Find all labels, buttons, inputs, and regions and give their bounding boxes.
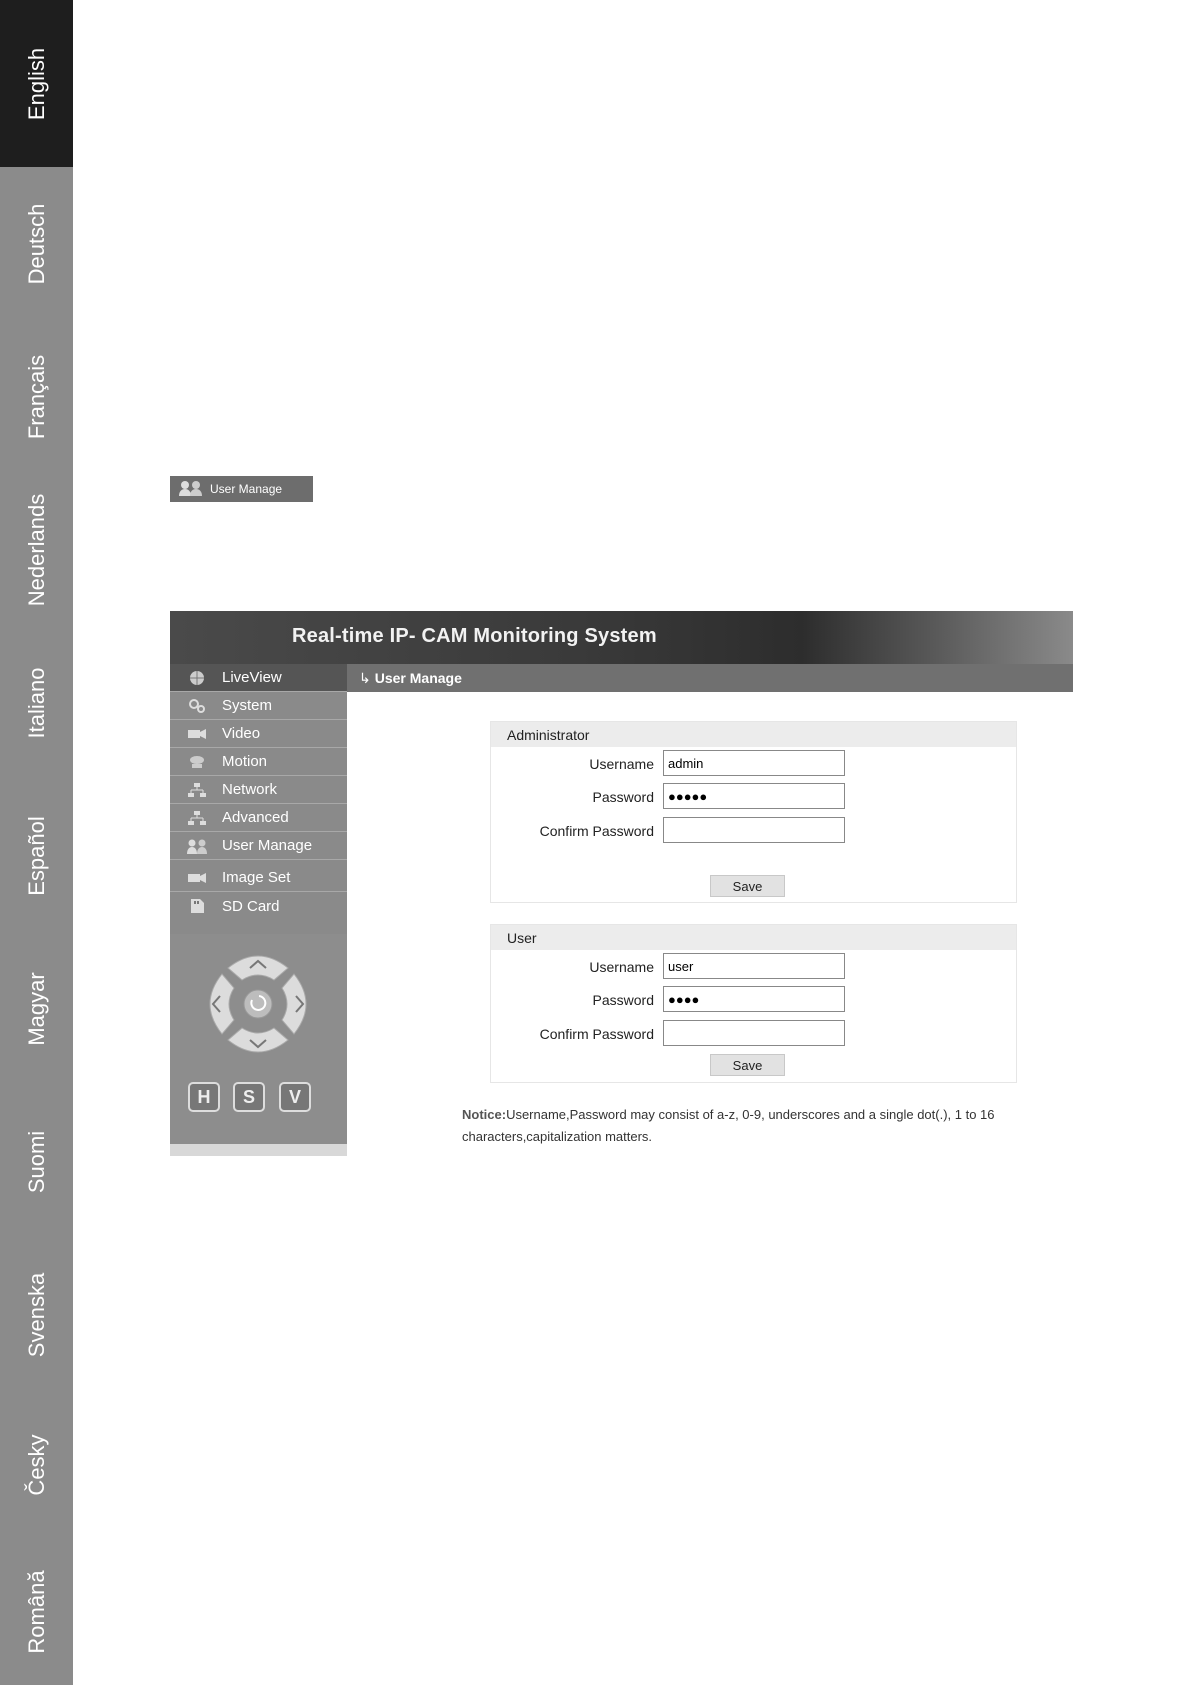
lang-label: Suomi <box>23 1130 49 1193</box>
admin-username-input[interactable] <box>663 750 845 776</box>
globe-icon <box>186 670 208 686</box>
nav-label: Network <box>222 781 278 798</box>
ptz-up-button[interactable] <box>228 956 288 980</box>
nav-item-video[interactable] <box>170 720 347 748</box>
user-confirm-password-input[interactable] <box>663 1020 845 1046</box>
lang-tab-francais[interactable] <box>0 320 73 473</box>
nav-label: SD Card <box>222 897 280 915</box>
lang-tab-nederlands[interactable] <box>0 473 73 626</box>
sdcard-icon <box>186 898 208 914</box>
nav-item-liveview[interactable] <box>170 664 347 692</box>
nav-item-network[interactable] <box>170 776 347 804</box>
nav-label: User Manage <box>222 837 313 854</box>
admin-password-row <box>491 783 1016 811</box>
motion-icon <box>186 754 208 770</box>
admin-save-button[interactable]: Save <box>710 875 785 897</box>
camera-icon <box>186 726 208 742</box>
lang-tab-suomi[interactable] <box>0 1085 73 1238</box>
lang-tab-italiano[interactable] <box>0 626 73 779</box>
ptz-v-button[interactable]: V <box>279 1082 311 1112</box>
lang-label: Magyar <box>23 971 49 1046</box>
users-icon <box>186 838 208 854</box>
user-panel <box>490 924 1017 1083</box>
user-save-button[interactable]: Save <box>710 1054 785 1076</box>
admin-username-row <box>491 750 1016 778</box>
nav-label: Motion <box>222 753 268 770</box>
confirm-password-label: Confirm Password <box>539 1026 654 1042</box>
lang-label: English <box>23 47 49 120</box>
gear-icon <box>186 698 208 714</box>
password-label: Password <box>592 992 654 1008</box>
network-icon <box>186 810 208 826</box>
panel-title: User <box>491 925 1016 950</box>
nav-label: LiveView <box>222 669 282 686</box>
network-icon <box>186 782 208 798</box>
nav-label: System <box>222 697 273 714</box>
lang-tab-magyar[interactable] <box>0 932 73 1085</box>
notice-body: Username,Password may consist of a-z, 0-9, underscores and a single dot(.), 1 to 16 characters,capitalization matters. <box>462 1107 995 1144</box>
app-title: Real-time IP- CAM Monitoring System <box>292 625 657 647</box>
username-label: Username <box>589 756 654 772</box>
sidebar-nav <box>170 664 347 1156</box>
panel-title: Administrator <box>491 722 1016 747</box>
user-password-input[interactable] <box>663 986 845 1012</box>
nav-item-user-manage[interactable] <box>170 832 347 860</box>
nav-label: Advanced <box>222 809 289 826</box>
lang-tab-svenska[interactable] <box>0 1238 73 1391</box>
ptz-right-button[interactable] <box>282 974 306 1034</box>
ptz-control <box>170 934 347 1144</box>
user-username-input[interactable] <box>663 953 845 979</box>
lang-tab-cesky[interactable] <box>0 1391 73 1538</box>
lang-label: Italiano <box>23 667 49 738</box>
notice-prefix: Notice: <box>462 1107 507 1122</box>
admin-confirm-password-input[interactable] <box>663 817 845 843</box>
lang-tab-romana[interactable] <box>0 1538 73 1685</box>
language-sidebar <box>0 0 73 1685</box>
ptz-h-button[interactable]: H <box>188 1082 220 1112</box>
sidebar-footer <box>170 1144 347 1156</box>
nav-item-advanced[interactable] <box>170 804 347 832</box>
user-password-row <box>491 986 1016 1014</box>
breadcrumb-arrow-icon: ↳ <box>359 669 371 686</box>
users-icon <box>178 480 204 499</box>
ptz-down-button[interactable] <box>228 1028 288 1052</box>
lang-label: Svenska <box>23 1272 49 1357</box>
nav-item-motion[interactable] <box>170 748 347 776</box>
admin-confirm-row <box>491 817 1016 845</box>
ptz-reset-button[interactable] <box>244 990 272 1018</box>
chip-label: User Manage <box>210 482 283 496</box>
lang-label: Română <box>23 1569 49 1654</box>
lang-label: Français <box>23 354 49 439</box>
lang-tab-english[interactable] <box>0 0 73 167</box>
app-header <box>170 611 1073 664</box>
notice-text <box>462 1104 1062 1148</box>
ptz-left-button[interactable] <box>210 974 234 1034</box>
nav-label: Image Set <box>222 869 291 886</box>
ptz-s-button[interactable]: S <box>233 1082 265 1112</box>
username-label: Username <box>589 959 654 975</box>
user-username-row <box>491 953 1016 981</box>
admin-password-input[interactable] <box>663 783 845 809</box>
breadcrumb <box>347 664 1073 692</box>
breadcrumb-label: User Manage <box>374 670 462 686</box>
confirm-password-label: Confirm Password <box>539 823 654 839</box>
camera-icon <box>186 870 208 886</box>
nav-item-system[interactable] <box>170 692 347 720</box>
nav-item-image-set[interactable] <box>170 864 347 892</box>
password-label: Password <box>592 789 654 805</box>
lang-label: Česky <box>23 1433 49 1496</box>
nav-item-sd-card[interactable] <box>170 892 347 920</box>
lang-label: Español <box>23 815 49 896</box>
webui-screenshot <box>170 611 1073 1156</box>
lang-tab-deutsch[interactable] <box>0 167 73 320</box>
user-manage-chip <box>170 476 313 502</box>
lang-label: Nederlands <box>23 493 49 606</box>
nav-label: Video <box>222 725 261 742</box>
lang-label: Deutsch <box>23 203 49 284</box>
administrator-panel <box>490 721 1017 903</box>
lang-tab-espanol[interactable] <box>0 779 73 932</box>
user-confirm-row <box>491 1020 1016 1048</box>
